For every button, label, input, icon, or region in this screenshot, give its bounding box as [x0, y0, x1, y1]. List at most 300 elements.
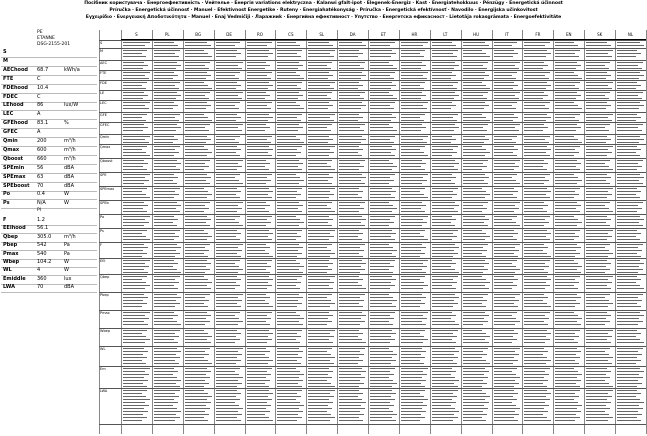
text-line — [216, 152, 236, 153]
text-line — [370, 45, 390, 46]
text-line — [370, 130, 397, 131]
text-line — [463, 276, 482, 277]
text-line — [494, 177, 513, 178]
text-line — [401, 294, 422, 295]
text-line — [494, 354, 520, 355]
text-line — [524, 78, 549, 79]
text-line — [586, 174, 607, 175]
text-line — [185, 53, 208, 54]
table-cell — [553, 366, 584, 388]
text-line — [247, 191, 274, 192]
text-line — [185, 174, 207, 175]
text-line — [185, 92, 210, 93]
text-line — [185, 333, 208, 334]
table-cell — [152, 172, 183, 186]
text-line — [339, 160, 365, 161]
text-line — [308, 114, 335, 115]
text-line — [586, 183, 610, 184]
text-line — [432, 208, 454, 209]
table-cell — [275, 186, 306, 200]
text-line — [432, 408, 455, 409]
text-line — [216, 177, 235, 178]
parameter-code: GFEC — [3, 129, 18, 136]
text-line — [277, 414, 298, 415]
table-cell — [615, 172, 646, 186]
table-cell — [214, 200, 245, 214]
text-line — [617, 180, 639, 181]
text-line — [586, 239, 607, 240]
parameter-value: 10.4 — [37, 84, 49, 91]
table-cell — [553, 158, 584, 172]
table-row-label: GFEC — [100, 123, 110, 127]
text-line — [185, 183, 210, 184]
text-line — [432, 75, 456, 76]
text-line — [617, 266, 639, 267]
text-line — [617, 300, 642, 301]
table-cell — [306, 388, 337, 424]
text-line — [247, 348, 267, 349]
table-cell — [306, 48, 337, 60]
table-cell — [152, 214, 183, 228]
table-column-header: IT — [492, 30, 523, 40]
table-cell — [214, 60, 245, 70]
text-line — [216, 92, 243, 93]
text-line — [370, 377, 389, 378]
text-line — [247, 342, 268, 343]
text-line — [216, 363, 236, 364]
text-line — [555, 194, 579, 195]
parameter-value: A — [37, 129, 41, 136]
text-line — [308, 393, 330, 394]
text-line — [401, 82, 425, 83]
text-line — [401, 160, 422, 161]
text-line — [555, 303, 580, 304]
text-line — [617, 303, 637, 304]
table-column-header: S — [121, 30, 152, 40]
text-line — [586, 98, 609, 99]
table-cell — [245, 242, 276, 258]
text-line — [247, 360, 274, 361]
text-line — [524, 169, 547, 170]
table-cell — [615, 40, 646, 48]
text-line — [154, 88, 179, 89]
text-line — [247, 321, 267, 322]
text-line — [401, 216, 428, 217]
text-line — [401, 183, 422, 184]
text-line — [185, 324, 205, 325]
text-line — [524, 263, 545, 264]
text-line — [401, 120, 424, 121]
text-line — [308, 285, 329, 286]
table-cell — [214, 172, 245, 186]
text-line — [494, 169, 515, 170]
text-line — [432, 124, 455, 125]
text-line — [617, 336, 636, 337]
text-line — [432, 279, 453, 280]
text-line — [277, 315, 300, 316]
text-line — [308, 174, 329, 175]
text-line — [555, 336, 579, 337]
text-line — [617, 177, 644, 178]
table-cell — [399, 228, 430, 242]
table-cell — [368, 200, 399, 214]
table-row-label: LWA — [100, 389, 108, 393]
table-column-header: DE — [214, 30, 245, 40]
text-line — [617, 139, 644, 140]
text-line — [370, 142, 394, 143]
text-line — [339, 219, 366, 220]
text-line — [277, 244, 299, 245]
text-line — [463, 108, 484, 109]
text-line — [185, 236, 212, 237]
text-line — [617, 163, 638, 164]
text-line — [524, 180, 549, 181]
table-cell — [430, 200, 461, 214]
text-line — [586, 180, 606, 181]
text-line — [308, 256, 330, 257]
text-line — [617, 272, 638, 273]
text-line — [247, 282, 269, 283]
text-line — [432, 315, 456, 316]
parameter-unit: Pa — [64, 250, 70, 257]
text-line — [154, 411, 181, 412]
table-cell — [492, 214, 523, 228]
text-line — [154, 324, 181, 325]
text-line — [586, 65, 605, 66]
text-line — [339, 399, 362, 400]
text-line — [123, 285, 150, 286]
text-line — [123, 236, 146, 237]
text-line — [339, 197, 362, 198]
text-line — [401, 222, 427, 223]
table-cell — [430, 310, 461, 328]
table-cell — [121, 100, 152, 112]
text-line — [185, 414, 209, 415]
text-line — [185, 82, 204, 83]
text-line — [401, 197, 428, 198]
text-line — [555, 377, 577, 378]
text-line — [247, 377, 267, 378]
text-line — [401, 348, 422, 349]
table-cell — [430, 60, 461, 70]
text-line — [555, 414, 576, 415]
text-line — [586, 330, 613, 331]
text-line — [494, 216, 518, 217]
text-line — [401, 88, 424, 89]
text-line — [555, 230, 580, 231]
text-line — [463, 330, 482, 331]
text-line — [308, 50, 335, 51]
text-line — [463, 75, 489, 76]
table-cell — [522, 134, 553, 144]
text-line — [586, 288, 611, 289]
text-line — [370, 402, 390, 403]
text-line — [401, 114, 425, 115]
text-line — [617, 405, 639, 406]
text-line — [154, 244, 177, 245]
table-cell — [121, 122, 152, 134]
text-line — [308, 127, 327, 128]
text-line — [370, 339, 395, 340]
table-cell — [306, 60, 337, 70]
text-line — [524, 377, 544, 378]
text-line — [247, 288, 268, 289]
text-line — [154, 383, 176, 384]
text-line — [370, 306, 396, 307]
text-line — [123, 155, 150, 156]
text-line — [494, 197, 518, 198]
text-line — [555, 260, 574, 261]
table-cell — [615, 90, 646, 100]
table-cell — [368, 158, 399, 172]
text-line — [247, 263, 268, 264]
text-line — [216, 219, 235, 220]
text-line — [494, 330, 515, 331]
text-line — [524, 183, 544, 184]
text-line — [216, 114, 237, 115]
text-line — [586, 371, 611, 372]
text-line — [247, 180, 272, 181]
text-line — [216, 285, 240, 286]
text-line — [401, 45, 423, 46]
text-line — [555, 146, 580, 147]
text-line — [463, 56, 490, 57]
text-line — [401, 102, 428, 103]
table-cell — [368, 366, 399, 388]
text-line — [463, 177, 489, 178]
text-line — [401, 202, 422, 203]
text-line — [154, 399, 174, 400]
text-line — [247, 383, 266, 384]
text-line — [370, 386, 392, 387]
text-line — [123, 230, 147, 231]
table-cell — [306, 134, 337, 144]
text-line — [370, 42, 395, 43]
text-line — [277, 342, 300, 343]
parameter-value: 542 — [37, 242, 47, 249]
text-line — [494, 408, 521, 409]
parameter-value: 4 — [37, 267, 41, 274]
text-line — [247, 183, 267, 184]
text-line — [432, 98, 454, 99]
text-line — [154, 336, 179, 337]
parameter-code: Pmax — [3, 250, 19, 257]
text-line — [123, 312, 150, 313]
text-line — [339, 177, 366, 178]
text-line — [370, 188, 392, 189]
text-line — [586, 363, 612, 364]
text-line — [617, 124, 643, 125]
text-line — [494, 174, 518, 175]
text-line — [185, 330, 204, 331]
table-cell — [615, 112, 646, 122]
text-line — [185, 253, 204, 254]
text-line — [463, 72, 485, 73]
text-line — [463, 160, 488, 161]
text-line — [123, 239, 150, 240]
text-line — [185, 399, 207, 400]
table-cell — [306, 158, 337, 172]
text-line — [432, 374, 451, 375]
text-line — [370, 399, 395, 400]
text-line — [185, 120, 212, 121]
text-line — [216, 282, 236, 283]
table-cell — [430, 144, 461, 158]
text-line — [123, 75, 145, 76]
text-line — [494, 348, 521, 349]
text-line — [123, 330, 147, 331]
text-line — [586, 160, 610, 161]
text-line — [339, 222, 361, 223]
text-line — [432, 417, 458, 418]
text-line — [216, 279, 241, 280]
text-line — [339, 363, 358, 364]
text-line — [555, 272, 581, 273]
text-line — [277, 371, 300, 372]
text-line — [123, 208, 143, 209]
text-line — [494, 303, 515, 304]
table-cell — [152, 40, 183, 48]
text-line — [432, 50, 458, 51]
text-line — [123, 348, 144, 349]
text-line — [185, 315, 211, 316]
text-line — [123, 399, 150, 400]
table-cell — [584, 122, 615, 134]
text-line — [432, 95, 459, 96]
text-line — [339, 256, 363, 257]
table-cell — [461, 310, 492, 328]
text-line — [247, 114, 270, 115]
text-line — [494, 53, 519, 54]
text-line — [123, 183, 144, 184]
text-line — [247, 155, 273, 156]
text-line — [308, 348, 332, 349]
text-line — [463, 348, 488, 349]
text-line — [247, 142, 272, 143]
text-line — [524, 266, 549, 267]
table-cell — [121, 310, 152, 328]
text-line — [586, 354, 609, 355]
text-line — [123, 62, 144, 63]
text-line — [339, 191, 363, 192]
text-line — [370, 247, 393, 248]
text-line — [123, 142, 149, 143]
table-cell — [368, 122, 399, 134]
text-line — [185, 85, 208, 86]
table-cell — [306, 70, 337, 80]
text-line — [247, 297, 271, 298]
text-line — [524, 211, 547, 212]
text-line — [463, 266, 484, 267]
text-line — [370, 315, 390, 316]
text-line — [154, 211, 180, 212]
text-line — [524, 230, 547, 231]
text-line — [308, 390, 335, 391]
table-cell — [368, 40, 399, 48]
text-line — [555, 351, 581, 352]
text-line — [216, 230, 237, 231]
text-line — [617, 130, 642, 131]
text-line — [432, 146, 458, 147]
table-column-header: RO — [245, 30, 276, 40]
table-row-label: SPE — [100, 173, 107, 177]
text-line — [586, 82, 613, 83]
text-line — [339, 374, 361, 375]
text-line — [154, 339, 174, 340]
text-line — [308, 288, 333, 289]
table-cell — [553, 70, 584, 80]
table-cell — [275, 122, 306, 134]
text-line — [555, 300, 576, 301]
text-line — [154, 65, 181, 66]
text-line — [586, 188, 613, 189]
text-line — [617, 417, 637, 418]
text-line — [617, 363, 636, 364]
text-line — [308, 414, 331, 415]
text-line — [216, 357, 237, 358]
table-cell — [399, 158, 430, 172]
table-cell — [245, 80, 276, 90]
text-line — [247, 303, 270, 304]
text-line — [308, 321, 332, 322]
text-line — [586, 386, 613, 387]
text-line — [247, 166, 266, 167]
text-line — [308, 357, 335, 358]
text-line — [586, 417, 613, 418]
table-cell — [183, 200, 214, 214]
text-line — [524, 42, 550, 43]
table-cell — [553, 242, 584, 258]
text-line — [463, 236, 490, 237]
text-line — [555, 124, 577, 125]
text-line — [524, 282, 546, 283]
text-line — [123, 276, 147, 277]
text-line — [308, 222, 328, 223]
text-line — [277, 152, 301, 153]
text-line — [247, 124, 267, 125]
text-line — [216, 306, 241, 307]
text-line — [617, 191, 641, 192]
table-cell — [306, 186, 337, 200]
text-line — [617, 120, 636, 121]
table-cell — [553, 80, 584, 90]
table-cell — [121, 186, 152, 200]
text-line — [277, 408, 299, 409]
text-line — [463, 65, 483, 66]
table-cell — [584, 292, 615, 310]
text-line — [463, 169, 482, 170]
table-cell — [615, 388, 646, 424]
text-line — [123, 297, 148, 298]
table-cell — [368, 242, 399, 258]
table-cell — [584, 100, 615, 112]
text-line — [154, 276, 180, 277]
text-line — [339, 180, 361, 181]
text-line — [123, 105, 145, 106]
table-cell — [152, 134, 183, 144]
text-line — [216, 117, 241, 118]
text-line — [216, 239, 240, 240]
text-line — [401, 336, 424, 337]
text-line — [185, 269, 210, 270]
text-line — [277, 130, 298, 131]
text-line — [370, 82, 392, 83]
table-cell — [337, 388, 368, 424]
text-line — [247, 269, 267, 270]
text-line — [555, 354, 576, 355]
text-line — [524, 411, 548, 412]
text-line — [216, 120, 236, 121]
